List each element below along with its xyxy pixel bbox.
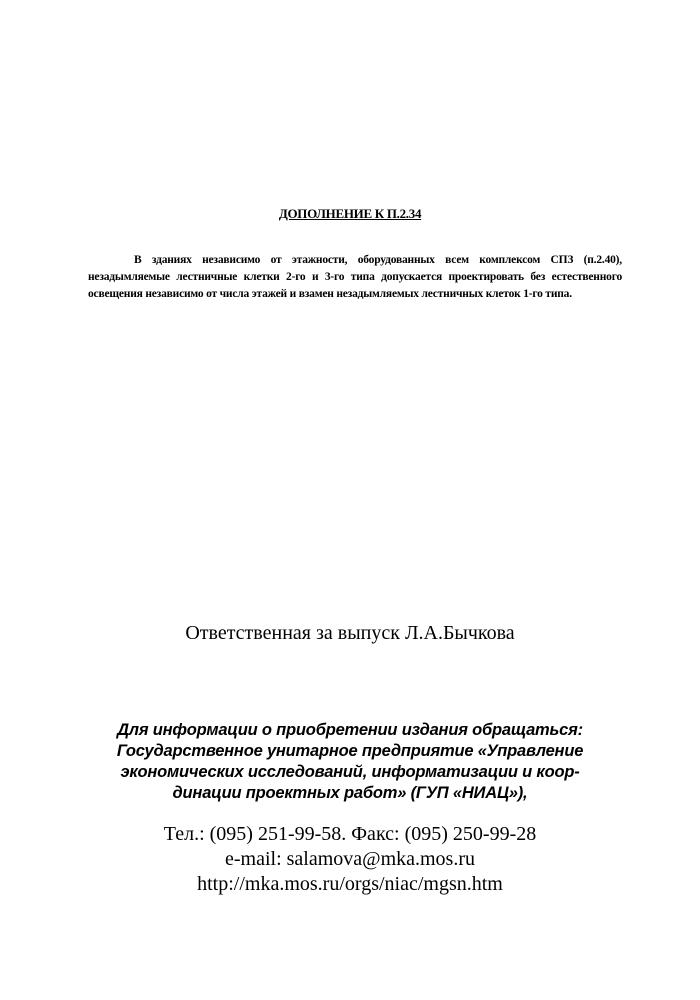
addendum-title: ДОПОЛНЕНИЕ К П.2.34	[278, 206, 422, 221]
addendum-paragraph: В зданиях независимо от этажности, оборудованных всем комплексом СПЗ (п.2.40), незадымляемые лестничные клетки 2-го и 3-го типа допускается проектировать без естественного освещения независимо от числа этажей и взамен незадымляемых лестничных клеток 1-го типа.	[88, 253, 622, 300]
email-line: e-mail: salamova@mka.mos.ru	[224, 848, 476, 870]
purchase-info-block	[40, 720, 660, 804]
info-line: экономических исследований, информатизации и коор-	[120, 763, 580, 781]
contacts-block	[0, 822, 700, 897]
info-line: динации проектных работ» (ГУП «НИАЦ»),	[172, 784, 528, 802]
responsible-editor-line: Ответственная за выпуск Л.А.Бычкова	[185, 622, 515, 644]
info-line: Для информации о приобретении издания обращаться:	[117, 721, 583, 739]
info-line: Государственное унитарное предприятие «Управление	[116, 742, 584, 760]
phone-fax-line: Тел.: (095) 251-99-58. Факс: (095) 250-99-28	[163, 823, 537, 845]
website-url: http://mka.mos.ru/orgs/niac/mgsn.htm	[197, 873, 503, 895]
